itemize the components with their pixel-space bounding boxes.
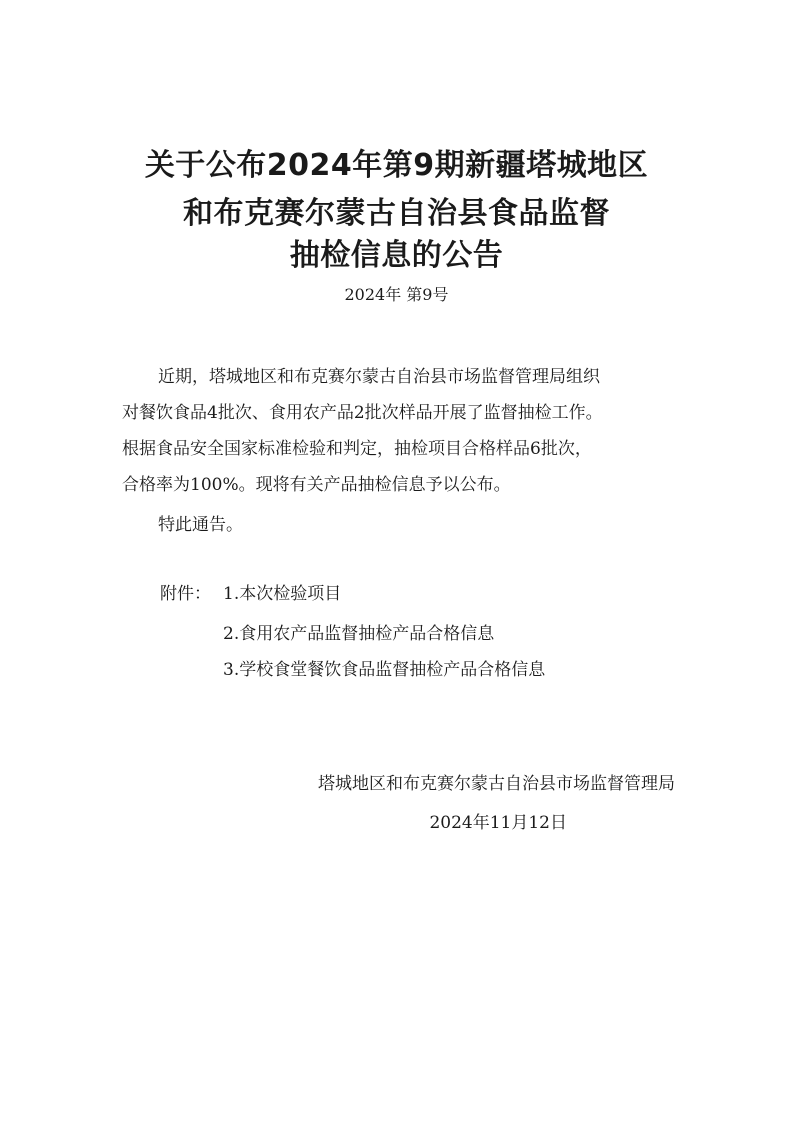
title-line-3: 抽检信息的公告 — [289, 238, 504, 273]
attachment-item-2: 2.食用农产品监督抽检产品合格信息 — [223, 624, 495, 644]
title-line-1: 关于公布2024年第9期新疆塔城地区 — [144, 148, 649, 183]
signature-organization: 塔城地区和布克赛尔蒙古自治县市场监督管理局 — [318, 774, 675, 794]
body-line-4: 合格率为100%。现将有关产品抽检信息予以公布。 — [122, 475, 511, 495]
attachment-item-1: 1.本次检验项目 — [223, 584, 342, 604]
signature-date: 2024年11月12日 — [429, 813, 567, 833]
attachment-item-3: 3.学校食堂餐饮食品监督抽检产品合格信息 — [223, 660, 546, 680]
body-paragraph — [122, 359, 675, 503]
document-number: 2024年 第9号 — [344, 285, 449, 304]
body-line-2: 对餐饮食品4批次、食用农产品2批次样品开展了监督抽检工作。 — [122, 403, 603, 423]
title-line-2: 和布克赛尔蒙古自治县食品监督 — [183, 196, 610, 231]
body-line-1: 近期，塔城地区和布克赛尔蒙古自治县市场监督管理局组织 — [158, 367, 600, 387]
body-line-3: 根据食品安全国家标准检验和判定，抽检项目合格样品6批次， — [122, 439, 592, 459]
notice-text: 特此通告。 — [158, 515, 243, 535]
attachments-label: 附件： — [160, 584, 211, 604]
